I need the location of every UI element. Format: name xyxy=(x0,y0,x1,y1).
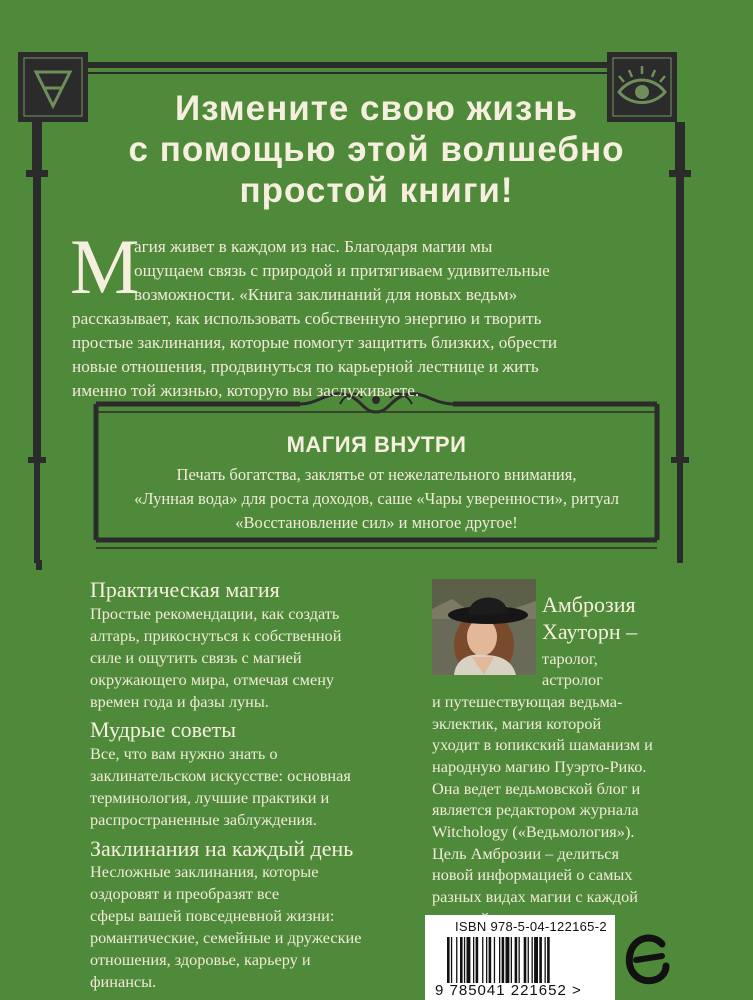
isbn-text: ISBN 978-5-04-122165-2 xyxy=(455,919,607,934)
author-line: новой информацией о самых xyxy=(432,865,633,884)
barcode-bar xyxy=(528,937,529,983)
author-line: разных видах магии с каждой xyxy=(432,887,638,906)
intro-line: ощущаем связь с природой и притягиваем удивительные xyxy=(134,261,550,280)
barcode-bar xyxy=(545,937,546,983)
author-line: Она ведет ведьмовской блог и xyxy=(432,779,641,798)
author-line: уходит в юпикский шаманизм и xyxy=(432,735,653,754)
magic-inside-title: МАГИЯ ВНУТРИ xyxy=(286,432,467,457)
magic-inside-line: «Восстановление сил» и многое другое! xyxy=(235,513,518,532)
section-line: силе и ощутить связь с магией xyxy=(90,648,302,667)
headline-line: Измените свою жизнь xyxy=(175,89,578,128)
author-name: Амброзия xyxy=(542,592,636,617)
author-line: народную магию Пуэрто-Рико. xyxy=(432,757,647,776)
barcode-bar xyxy=(499,937,500,983)
barcode-bar xyxy=(473,937,474,983)
barcode-bar xyxy=(482,937,483,983)
section-line: сферы вашей повседневной жизни: xyxy=(90,906,335,925)
barcode-bar xyxy=(519,937,520,983)
barcode-bar xyxy=(460,937,463,983)
section-line: финансы. xyxy=(90,972,157,991)
headline-line: с помощью этой волшебно xyxy=(128,130,625,169)
barcode-bar xyxy=(502,937,505,983)
section-line: терминология, лучшие практики и xyxy=(90,788,330,807)
section-line: заклинательском искусстве: основная xyxy=(90,766,351,785)
top-border-bar xyxy=(88,62,607,68)
magic-inside-line: Печать богатства, заклятье от нежелательного внимания, xyxy=(176,465,577,484)
intro-dropcap: М xyxy=(70,223,140,310)
intro-line: агия живет в каждом из нас. Благодаря магии мы xyxy=(134,237,493,256)
barcode-bar xyxy=(467,937,471,983)
intro-line: простые заклинания, которые помогут защитить близких, обрести xyxy=(72,333,558,352)
barcode-bar xyxy=(476,937,479,983)
headline-line: простой книги! xyxy=(239,171,514,210)
section-line: отношения, здоровье, карьеру и xyxy=(90,950,311,969)
author-line: астролог xyxy=(542,670,603,689)
barcode-bar xyxy=(486,937,487,983)
barcode-bar xyxy=(464,937,465,983)
barcode-bar xyxy=(489,937,492,983)
barcode-bar xyxy=(506,937,510,983)
section-line: романтические, семейные и дружеские xyxy=(90,928,362,947)
author-line: эклектик, магия которой xyxy=(432,714,602,733)
barcode-bar xyxy=(534,937,538,983)
section-line: Все, что вам нужно знать о xyxy=(90,744,278,763)
barcode-bar xyxy=(494,937,495,983)
section-title-wise-advice: Мудрые советы xyxy=(90,717,237,742)
magic-inside-line: «Лунная вода» для роста доходов, саше «Чары уверенности», ритуал xyxy=(134,489,619,508)
barcode-bar xyxy=(451,937,452,983)
section-line: алтарь, прикоснуться к собственной xyxy=(90,626,342,645)
intro-line: возможности. «Книга заклинаний для новых ведьм» xyxy=(134,285,518,304)
author-line: Цель Амброзии – делиться xyxy=(432,844,619,863)
publisher-logo-icon xyxy=(622,930,672,986)
section-line: окружающего мира, отмечая смену xyxy=(90,670,335,689)
author-name: Хауторн – xyxy=(542,619,638,644)
section-line: распространенные заблуждения. xyxy=(90,810,317,829)
barcode-bars xyxy=(447,937,597,983)
barcode-bar xyxy=(511,937,512,983)
barcode-bar xyxy=(515,937,518,983)
barcode-bar xyxy=(456,937,457,983)
barcode-bar xyxy=(547,937,550,983)
section-line: времен года и фазы луны. xyxy=(90,692,269,711)
section-title-practical: Практическая магия xyxy=(90,577,280,602)
barcode-bar xyxy=(447,937,450,983)
barcode-bar xyxy=(539,937,542,983)
barcode-box xyxy=(425,915,615,1000)
headline xyxy=(90,88,663,211)
author-line: таролог, xyxy=(542,649,598,668)
section-line: Несложные заклинания, которые xyxy=(90,862,319,881)
section-title-daily-spells: Заклинания на каждый день xyxy=(90,836,354,861)
author-line: Witchology («Ведьмология»). xyxy=(432,822,635,841)
author-photo xyxy=(432,579,536,675)
intro-line: именно той жизнью, которую вы заслуживаете. xyxy=(72,381,420,400)
author-line: является редактором журнала xyxy=(432,800,639,819)
section-line: оздоровят и преобразят все xyxy=(90,884,280,903)
barcode-bar xyxy=(532,937,533,983)
barcode-number: 9 785041 221652 > xyxy=(435,982,582,999)
author-line: и путешествующая ведьма- xyxy=(432,692,623,711)
intro-line: новые отношения, продвинуться по карьерной лестнице и жить xyxy=(72,357,539,376)
earth-alchemy-symbol-icon xyxy=(18,52,88,122)
intro-line: рассказывает, как использовать собственную энергию и творить xyxy=(72,309,542,328)
section-line: Простые рекомендации, как создать xyxy=(90,604,340,623)
barcode-bar xyxy=(524,937,527,983)
